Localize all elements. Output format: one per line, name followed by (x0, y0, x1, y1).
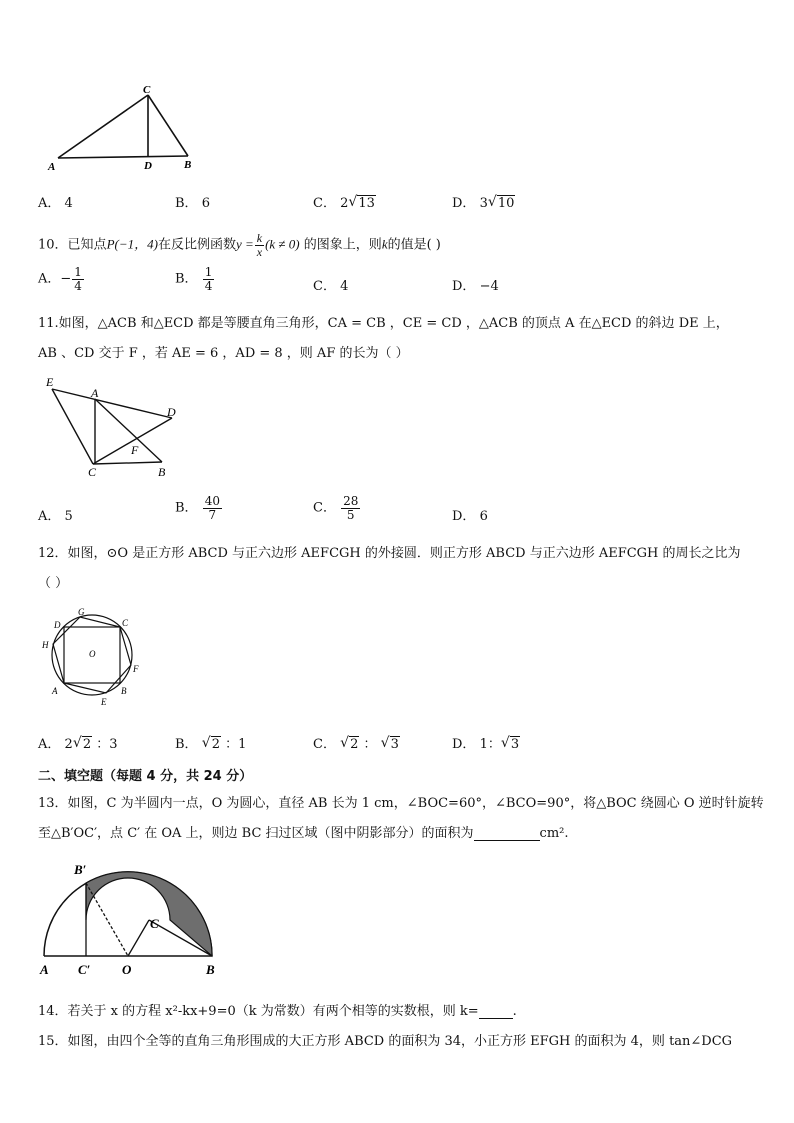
q11-label-C: C (88, 465, 97, 479)
q10-option-d: D． −4 (452, 279, 499, 294)
q10-fraction: $\frac{k}{x}$ (256, 231, 263, 259)
q12-stem-line2: （ ） (38, 576, 69, 591)
q11-label-D: D (167, 405, 176, 419)
q15-stem: 15．如图，由四个全等的直角三角形围成的大正方形 ABCD 的面积为 34，小正方形 EFGH 的面积为 4，则 tan∠DCG (38, 1034, 733, 1049)
q12-label-E: E (101, 697, 107, 707)
q13-label-A: A (40, 962, 49, 977)
q11-label-B: B (158, 465, 166, 479)
q11-option-d: D． 6 (452, 509, 488, 524)
q12-label-F: F (133, 664, 139, 674)
q13-answer-blank[interactable] (474, 825, 540, 841)
q12-label-H: H (42, 640, 49, 650)
q13-stem-line2: 至△B′OC′，点 C′ 在 OA 上，则边 BC 扫过区域（图中阴影部分）的面积为 cm². (38, 826, 569, 841)
q12-label-G: G (78, 607, 85, 617)
q9-option-c: C． 2√ 13 (313, 192, 376, 211)
q12-option-c: C． √ 2 ： √ 3 (313, 733, 400, 752)
q13-stem-line1: 13．如图，C 为半圆内一点，O 为圆心，直径 AB 长为 1 cm，∠BOC=60°，∠BCO=90°，将△BOC 绕圆心 O 逆时针旋转 (38, 796, 764, 811)
q12-option-a: A． 2√ 2 ：3 (38, 733, 118, 752)
q13-label-B: B (206, 962, 215, 977)
q9-label-B: B (184, 159, 192, 171)
q12-label-O: O (89, 649, 96, 659)
q13-label-C: C (150, 916, 159, 931)
q9-label-A: A (48, 161, 56, 173)
q9-label-D: D (144, 160, 152, 172)
q14-answer-blank[interactable] (479, 1003, 513, 1019)
q11-stem-line1: 11.如图，△ACB 和△ECD 都是等腰直角三角形，CA = CB ，CE = CD ，△ACB 的顶点 A 在△ECD 的斜边 DE 上， (38, 316, 729, 331)
q11-label-E: E (46, 375, 54, 389)
q11-stem-line2: AB 、CD 交于 F ，若 AE = 6 ，AD = 8 ，则 AF 的长为（ ） (38, 346, 409, 361)
q12-label-B: B (121, 686, 127, 696)
q9-sqrt: √ 10 (489, 196, 516, 211)
q10-stem: 10．已知点P(−1，4)在反比例函数y = $\frac{k}{x}$ (k ≠ 0) 的图象上，则k的值是( ) (38, 231, 441, 259)
q9-option-a: A． 4 (38, 196, 73, 211)
q9-label-C: C (143, 84, 151, 96)
q12-label-D: D (54, 620, 61, 630)
q14-stem: 14．若关于 x 的方程 x²-kx+9=0（k 为常数）有两个相等的实数根，则 k= . (38, 1004, 517, 1019)
q9-option-d: D． 3√ 10 (452, 192, 515, 211)
q11-option-c: C． $\frac{28}{5}$ (313, 494, 359, 522)
q10-option-b: B． $\frac{1}{4}$ (175, 265, 213, 293)
q9-sqrt: √ 13 (349, 196, 376, 211)
q12-label-A: A (52, 686, 58, 696)
q11-label-F: F (131, 443, 139, 457)
q12-stem-line1: 12．如图，⊙O 是正方形 ABCD 与正六边形 AEFCGH 的外接圆．则正方形 ABCD 与正六边形 AEFCGH 的周长之比为 (38, 546, 741, 561)
q9-triangle-figure (40, 82, 210, 174)
q12-label-C: C (122, 618, 129, 628)
q13-semicircle-figure (34, 852, 224, 982)
q11-triangles-figure (40, 372, 190, 480)
q12-option-d: D． 1：√ 3 (452, 733, 520, 752)
q11-option-a: A． 5 (38, 509, 73, 524)
section-fill-in-title: 二、填空题（每题 4 分，共 24 分） (38, 769, 253, 784)
q12-circle-figure (38, 606, 148, 710)
q13-label-Cprime: C′ (78, 962, 91, 977)
q10-option-a: A．− $\frac{1}{4}$ (38, 265, 82, 293)
q10-option-c: C． 4 (313, 279, 349, 294)
q11-label-A: A (91, 386, 99, 400)
q11-option-b: B． $\frac{40}{7}$ (175, 494, 220, 522)
q12-option-b: B． √ 2 ：1 (175, 733, 246, 752)
q9-option-b: B． 6 (175, 196, 210, 211)
q13-label-O: O (122, 962, 132, 977)
q13-label-Bprime: B′ (74, 862, 87, 877)
